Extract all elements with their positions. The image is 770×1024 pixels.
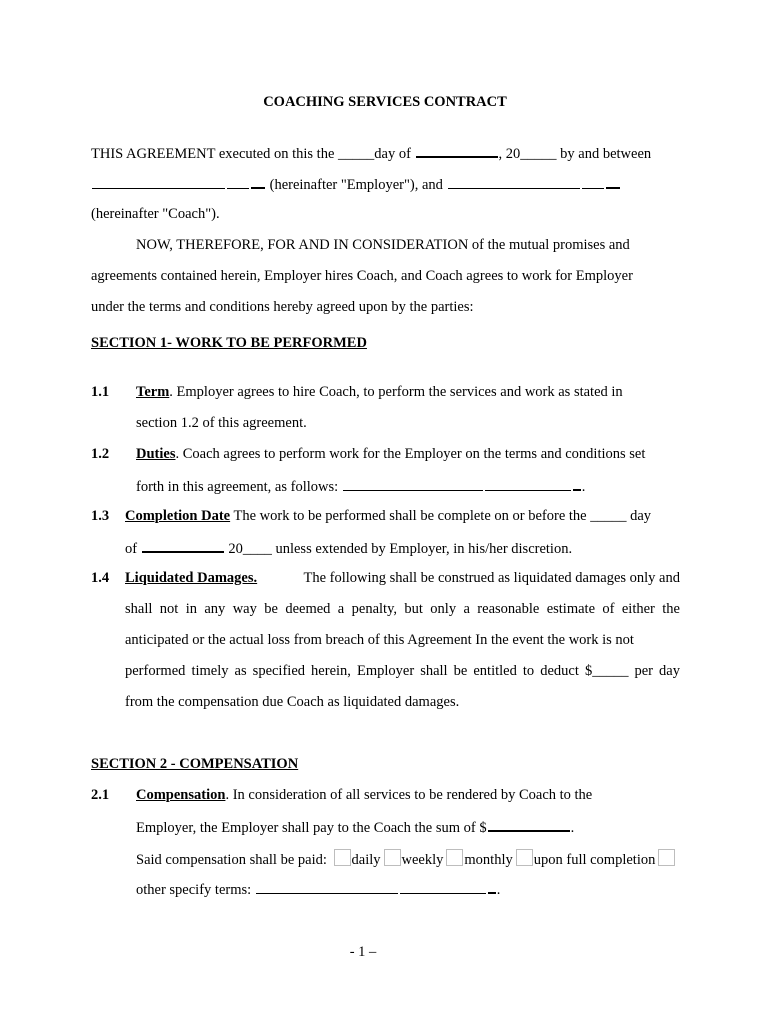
intro-line-2: (hereinafter "Employer"), and bbox=[91, 175, 621, 194]
page-number: - 1 – bbox=[349, 944, 377, 960]
clause-1-4-number: 1.4 bbox=[91, 570, 110, 586]
section-2-heading: SECTION 2 - COMPENSATION bbox=[91, 756, 299, 772]
section-1-heading: SECTION 1- WORK TO BE PERFORMED bbox=[91, 335, 367, 351]
clause-1-1: Term. Employer agrees to hire Coach, to perform the services and work as stated in bbox=[136, 384, 623, 400]
clause-1-2-number: 1.2 bbox=[91, 446, 110, 462]
clause-1-1-cont: section 1.2 of this agreement. bbox=[136, 415, 307, 431]
intro-line-5: agreements contained herein, Employer hires Coach, and Coach agrees to work for Employer bbox=[91, 268, 633, 284]
clause-1-2: Duties. Coach agrees to perform work for the Employer on the terms and conditions set bbox=[136, 446, 646, 462]
monthly-checkbox[interactable] bbox=[446, 849, 463, 866]
other-terms: other specify terms: . bbox=[136, 882, 501, 898]
intro-line-4: NOW, THEREFORE, FOR AND IN CONSIDERATION of the mutual promises and bbox=[136, 237, 630, 253]
clause-1-4-line-4: performed timely as specified herein, Employer shall be entitled to deduct $_____ per day bbox=[125, 663, 680, 679]
completion-month-blank[interactable] bbox=[142, 539, 224, 553]
other-checkbox[interactable] bbox=[658, 849, 675, 866]
other-terms-blank[interactable] bbox=[256, 881, 398, 894]
coach-name-blank[interactable] bbox=[448, 176, 580, 189]
clause-1-4-line-2: shall not in any way be deemed a penalty, but only a reasonable estimate of either the bbox=[125, 601, 680, 617]
clause-2-1-sum: Employer, the Employer shall pay to the Coach the sum of $ . bbox=[136, 820, 575, 836]
clause-1-3-cont: of 20____ unless extended by Employer, in his/her discretion. bbox=[125, 541, 573, 557]
intro-line-6: under the terms and conditions hereby agreed upon by the parties: bbox=[91, 299, 474, 315]
document-title: COACHING SERVICES CONTRACT bbox=[263, 94, 507, 110]
clause-1-1-number: 1.1 bbox=[91, 384, 110, 400]
employer-name-blank[interactable] bbox=[92, 176, 225, 189]
weekly-checkbox[interactable] bbox=[384, 849, 401, 866]
clause-1-3-number: 1.3 bbox=[91, 508, 110, 524]
clause-1-4-line-5: from the compensation due Coach as liquidated damages. bbox=[125, 694, 460, 710]
payment-terms: Said compensation shall be paid: daily weekly monthly upon full completion bbox=[136, 849, 676, 869]
clause-1-2-cont: forth in this agreement, as follows: . bbox=[136, 479, 586, 495]
daily-checkbox[interactable] bbox=[334, 849, 351, 866]
full-completion-checkbox[interactable] bbox=[516, 849, 533, 866]
intro-line-1: THIS AGREEMENT executed on this the _____day of , 20_____ by and between bbox=[91, 146, 652, 162]
intro-line-3: (hereinafter "Coach"). bbox=[91, 206, 220, 222]
clause-2-1-number: 2.1 bbox=[91, 787, 110, 803]
duties-blank[interactable] bbox=[343, 478, 483, 491]
month-blank[interactable] bbox=[416, 144, 498, 158]
clause-1-3: Completion Date The work to be performed shall be complete on or before the _____ day bbox=[125, 508, 652, 524]
clause-2-1: Compensation. In consideration of all services to be rendered by Coach to the bbox=[136, 787, 593, 803]
clause-1-4: Liquidated Damages. The following shall be construed as liquidated damages only and bbox=[125, 570, 680, 586]
clause-1-4-line-3: anticipated or the actual loss from breach of this Agreement In the event the work is not bbox=[125, 632, 634, 648]
compensation-amount-blank[interactable] bbox=[488, 818, 570, 832]
